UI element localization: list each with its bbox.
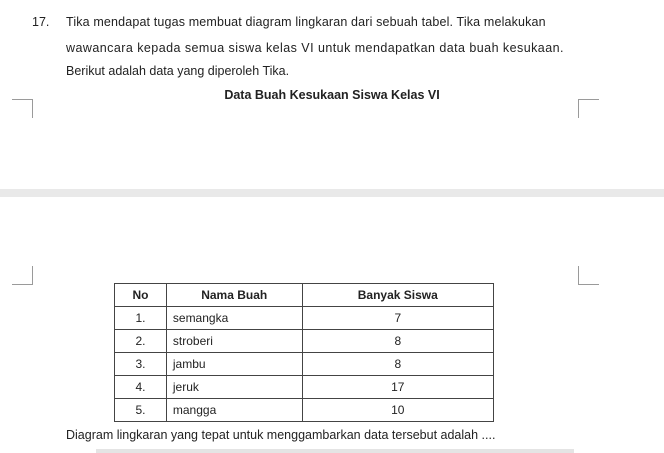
fruit-name: jeruk — [166, 376, 302, 399]
header-student-count: Banyak Siswa — [302, 284, 493, 307]
question-line-1: Tika mendapat tugas membuat diagram lingkaran dari sebuah tabel. Tika melakukan — [66, 15, 546, 29]
question-number: 17. — [32, 15, 50, 29]
student-count: 7 — [302, 307, 493, 330]
row-number: 3. — [115, 353, 167, 376]
crop-mark-top-right — [578, 99, 599, 118]
table-row — [115, 330, 494, 353]
row-number: 1. — [115, 307, 167, 330]
table-row — [115, 399, 494, 422]
table-row — [115, 376, 494, 399]
table-title: Data Buah Kesukaan Siswa Kelas VI — [224, 88, 440, 102]
student-count: 8 — [302, 353, 493, 376]
bottom-page-strip — [96, 449, 574, 453]
page-gap — [0, 189, 664, 197]
table-row — [115, 353, 494, 376]
fruit-table — [114, 283, 494, 422]
fruit-name: semangka — [166, 307, 302, 330]
fruit-name: stroberi — [166, 330, 302, 353]
row-number: 2. — [115, 330, 167, 353]
question-prompt: Diagram lingkaran yang tepat untuk menggambarkan data tersebut adalah .... — [66, 428, 496, 442]
header-fruit-name: Nama Buah — [166, 284, 302, 307]
table-row — [115, 307, 494, 330]
student-count: 8 — [302, 330, 493, 353]
crop-mark-top-left — [12, 99, 33, 118]
question-line-3: Berikut adalah data yang diperoleh Tika. — [66, 64, 290, 78]
fruit-name: jambu — [166, 353, 302, 376]
row-number: 4. — [115, 376, 167, 399]
student-count: 10 — [302, 399, 493, 422]
fruit-name: mangga — [166, 399, 302, 422]
row-number: 5. — [115, 399, 167, 422]
crop-mark-bottom-right — [578, 266, 599, 285]
crop-mark-bottom-left — [12, 266, 33, 285]
header-no: No — [115, 284, 167, 307]
table-header-row — [115, 284, 494, 307]
student-count: 17 — [302, 376, 493, 399]
question-line-2: wawancara kepada semua siswa kelas VI untuk mendapatkan data buah kesukaan. — [66, 41, 564, 55]
